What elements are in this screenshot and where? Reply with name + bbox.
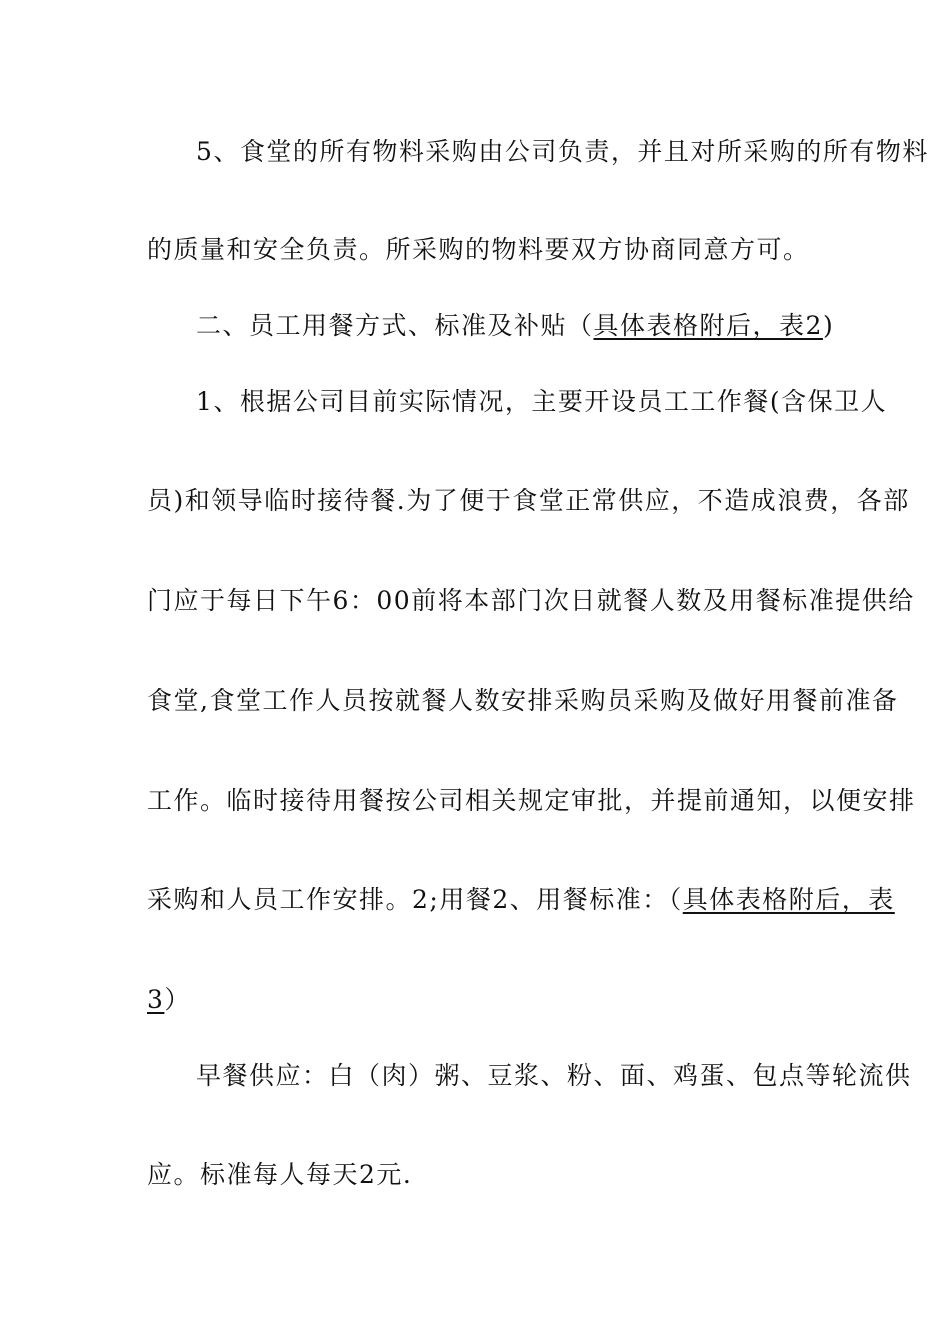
paragraph-1-line-6 bbox=[147, 885, 895, 915]
breakfast-paragraph-line-1: 早餐供应：白（肉）粥、豆浆、粉、面、鸡蛋、包点等轮流供 bbox=[196, 1061, 912, 1090]
paragraph-1-line-1: 1、根据公司目前实际情况，主要开设员工工作餐(含保卫人 bbox=[196, 387, 888, 416]
paragraph-1-line-4: 食堂,食堂工作人员按就餐人数安排采购员采购及做好用餐前准备 bbox=[147, 686, 899, 715]
table-3-reference-link[interactable]: 具体表格附后，表 bbox=[682, 885, 895, 914]
section-2-heading bbox=[196, 311, 834, 341]
paragraph-1-line-6-text: 采购和人员工作安排。2;用餐2、用餐标准：（ bbox=[147, 885, 683, 914]
paragraph-5-line-1: 5、食堂的所有物料采购由公司负责，并且对所采购的所有物料 bbox=[196, 137, 929, 166]
breakfast-paragraph-line-2: 应。标准每人每天2元. bbox=[147, 1160, 413, 1189]
section-2-heading-close: ) bbox=[822, 311, 835, 340]
paragraph-1-line-3: 门应于每日下午6：00前将本部门次日就餐人数及用餐标准提供给 bbox=[147, 586, 915, 615]
paragraph-1-line-7-close: ） bbox=[164, 985, 191, 1014]
paragraph-1-line-2: 员)和领导临时接待餐.为了便于食堂正常供应，不造成浪费，各部 bbox=[147, 486, 910, 515]
paragraph-1-line-5: 工作。临时接待用餐按公司相关规定审批，并提前通知，以便安排 bbox=[147, 786, 916, 815]
paragraph-1-line-7 bbox=[147, 985, 191, 1015]
section-2-heading-text: 二、员工用餐方式、标准及补贴（ bbox=[196, 311, 594, 340]
paragraph-5-line-2: 的质量和安全负责。所采购的物料要双方协商同意方可。 bbox=[147, 235, 810, 264]
table-3-reference-link-number[interactable]: 3 bbox=[147, 985, 165, 1014]
table-2-reference-link[interactable]: 具体表格附后，表2 bbox=[593, 311, 823, 340]
